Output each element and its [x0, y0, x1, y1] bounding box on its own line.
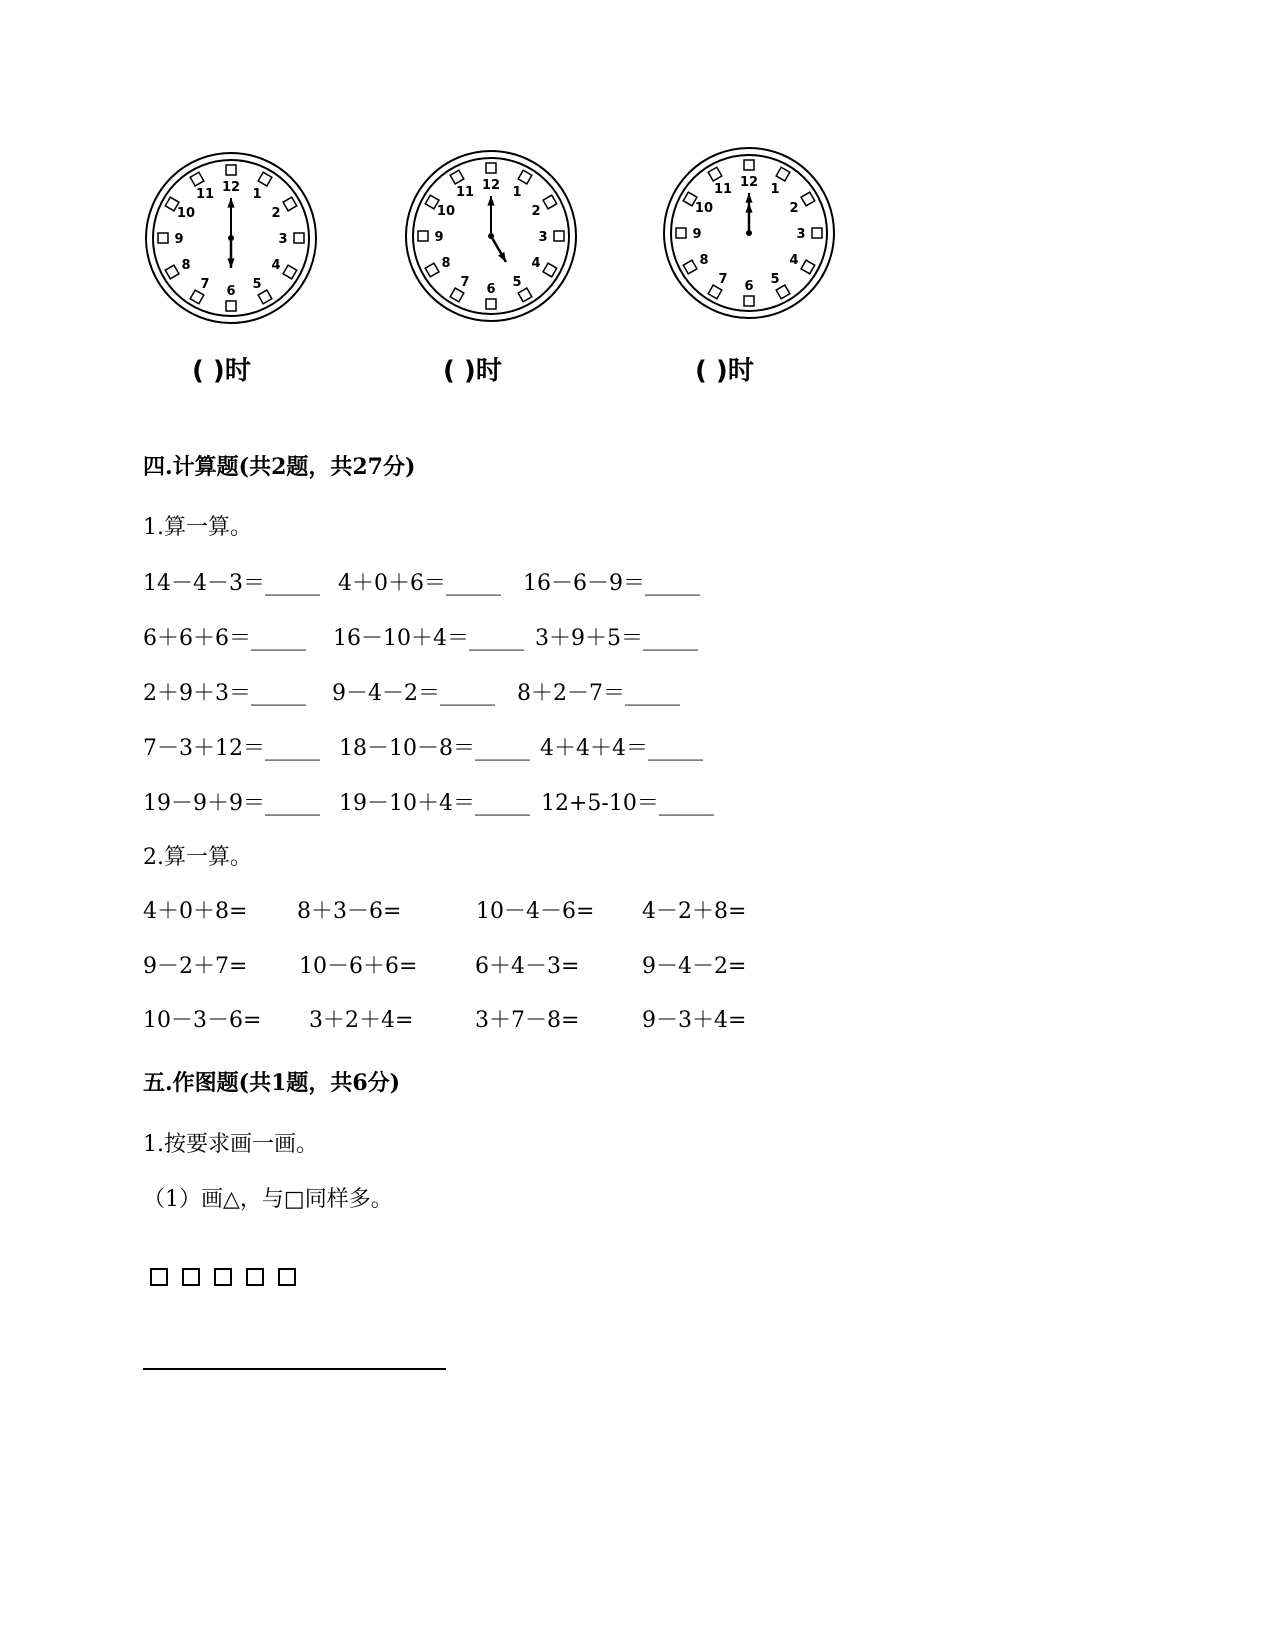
clock-number: 4	[271, 258, 281, 273]
clock-answer-box	[226, 301, 236, 311]
clock-number: 10	[694, 201, 714, 216]
clock-number: 3	[538, 230, 548, 245]
clock-number: 8	[441, 256, 451, 271]
clock-number: 2	[531, 204, 541, 219]
square-shape	[246, 1268, 264, 1286]
drawing-answer-line[interactable]	[143, 1368, 446, 1370]
clock-number: 9	[692, 227, 702, 242]
q1-item[interactable]: 16－10＋4＝_____	[333, 626, 524, 651]
q2-item[interactable]: 9－4－2=	[642, 954, 747, 979]
q2-item[interactable]: 8＋3－6=	[297, 899, 402, 924]
section4-title: 四.计算题(共2题，共27分)	[143, 454, 416, 480]
clock-3-answer[interactable]: ( )时	[695, 356, 754, 386]
square-shape	[182, 1268, 200, 1286]
clock-number: 6	[486, 282, 496, 297]
clock-number: 12	[739, 175, 759, 190]
clock-number: 2	[789, 201, 799, 216]
clock-answer-box	[518, 288, 532, 302]
q1-item[interactable]: 18－10－8＝_____	[339, 736, 530, 761]
clock-answer-box	[708, 167, 722, 181]
minute-hand-tip	[745, 193, 752, 203]
clock-number: 3	[796, 227, 806, 242]
q1-item[interactable]: 12+5-10＝_____	[541, 791, 714, 816]
square-shape	[278, 1268, 296, 1286]
clock-number: 8	[699, 253, 709, 268]
q1-item[interactable]: 4＋0＋6＝_____	[338, 571, 501, 596]
clock-number: 5	[512, 275, 522, 291]
clock-answer-box	[708, 285, 722, 299]
clock-answer-box	[190, 290, 204, 304]
q1-item[interactable]: 9－4－2＝_____	[332, 681, 495, 706]
q1-item[interactable]: 3＋9＋5＝_____	[535, 626, 698, 651]
q1-item[interactable]: 19－10＋4＝_____	[339, 791, 530, 816]
clock-number: 1	[252, 186, 262, 202]
clock-number: 1	[770, 181, 780, 197]
clock-number: 4	[531, 256, 541, 271]
clock-center-dot	[488, 233, 494, 239]
clock-answer-box	[258, 290, 272, 304]
clock-3	[661, 145, 837, 321]
clock-answer-box	[744, 160, 754, 170]
q1-item[interactable]: 4＋4＋4＝_____	[540, 736, 703, 761]
clock-number: 5	[252, 277, 262, 293]
clock-number: 11	[195, 186, 215, 202]
clock-center-dot	[746, 230, 752, 236]
section4-q2-title: 2.算一算。	[143, 845, 252, 870]
q2-item[interactable]: 4－2＋8=	[642, 899, 747, 924]
q1-item[interactable]: 14－4－3＝_____	[143, 571, 320, 596]
q2-item[interactable]: 3＋2＋4=	[309, 1008, 414, 1033]
squares-row	[150, 1268, 310, 1288]
clock-answer-box	[258, 172, 272, 186]
clock-answer-box	[518, 170, 532, 184]
clock-answer-box	[450, 288, 464, 302]
clock-1	[143, 150, 319, 326]
clock-number: 7	[200, 277, 210, 293]
clock-answer-box	[283, 265, 297, 279]
clock-face-3	[661, 145, 837, 321]
clock-answer-box	[190, 172, 204, 186]
clock-number: 2	[271, 206, 281, 221]
clock-answer-box	[158, 233, 168, 243]
clock-number: 6	[744, 279, 754, 294]
clock-number: 7	[718, 272, 728, 288]
clock-face-2	[403, 148, 579, 324]
clock-number: 5	[770, 272, 780, 288]
section4-q1-title: 1.算一算。	[143, 515, 252, 540]
clock-number: 10	[176, 206, 196, 221]
clock-number: 4	[789, 253, 799, 268]
clock-number: 11	[455, 184, 475, 200]
clock-answer-box	[676, 228, 686, 238]
clock-answer-box	[683, 260, 697, 274]
clock-answer-box	[776, 167, 790, 181]
clock-center-dot	[228, 235, 234, 241]
clock-number: 9	[434, 230, 444, 245]
q2-item[interactable]: 9－2＋7=	[143, 954, 248, 979]
clock-answer-box	[418, 231, 428, 241]
q2-item[interactable]: 6＋4－3=	[475, 954, 580, 979]
clock-answer-box	[450, 170, 464, 184]
q1-item[interactable]: 7－3＋12＝_____	[143, 736, 320, 761]
q1-item[interactable]: 19－9＋9＝_____	[143, 791, 320, 816]
hour-hand-tip	[498, 252, 506, 262]
clock-answer-box	[543, 263, 557, 277]
clock-answer-box	[543, 195, 557, 209]
clock-answer-box	[226, 165, 236, 175]
q2-item[interactable]: 10－4－6=	[476, 899, 595, 924]
section5-q1-sub: （1）画△，与□同样多。	[143, 1187, 393, 1212]
clock-number: 3	[278, 232, 288, 247]
clock-number: 1	[512, 184, 522, 200]
q2-item[interactable]: 4＋0＋8=	[143, 899, 248, 924]
clock-answer-box	[554, 231, 564, 241]
clock-answer-box	[744, 296, 754, 306]
q1-item[interactable]: 2＋9＋3＝_____	[143, 681, 306, 706]
square-shape	[214, 1268, 232, 1286]
minute-hand-tip	[487, 196, 494, 206]
clock-number: 12	[481, 178, 501, 193]
clock-answer-box	[801, 192, 815, 206]
clock-answer-box	[486, 299, 496, 309]
clock-number: 12	[221, 180, 241, 195]
section5-q1-title: 1.按要求画一画。	[143, 1132, 318, 1157]
clock-answer-box	[776, 285, 790, 299]
square-shape	[150, 1268, 168, 1286]
q1-item[interactable]: 8＋2－7＝_____	[517, 681, 680, 706]
hour-hand-tip	[745, 203, 752, 213]
clock-number: 9	[174, 232, 184, 247]
q1-item[interactable]: 6＋6＋6＝_____	[143, 626, 306, 651]
clock-number: 7	[460, 275, 470, 291]
clock-face-1	[143, 150, 319, 326]
clock-answer-box	[165, 265, 179, 279]
clock-number: 10	[436, 204, 456, 219]
q2-item[interactable]: 10－6＋6=	[299, 954, 418, 979]
clock-answer-box	[283, 197, 297, 211]
clock-number: 8	[181, 258, 191, 273]
clock-answer-box	[425, 263, 439, 277]
q2-item[interactable]: 10－3－6=	[143, 1008, 262, 1033]
clock-1-answer[interactable]: ( )时	[192, 356, 251, 386]
q2-item[interactable]: 9－3＋4=	[642, 1008, 747, 1033]
hour-hand-tip	[227, 258, 234, 268]
clock-answer-box	[801, 260, 815, 274]
minute-hand-tip	[227, 198, 234, 208]
clock-number: 11	[713, 181, 733, 197]
q2-item[interactable]: 3＋7－8=	[475, 1008, 580, 1033]
clock-number: 6	[226, 284, 236, 299]
clock-answer-box	[486, 163, 496, 173]
clock-2-answer[interactable]: ( )时	[443, 356, 502, 386]
clock-answer-box	[812, 228, 822, 238]
q1-item[interactable]: 16－6－9＝_____	[523, 571, 700, 596]
section5-title: 五.作图题(共1题，共6分)	[143, 1070, 401, 1096]
clock-answer-box	[294, 233, 304, 243]
clock-2	[403, 148, 579, 324]
